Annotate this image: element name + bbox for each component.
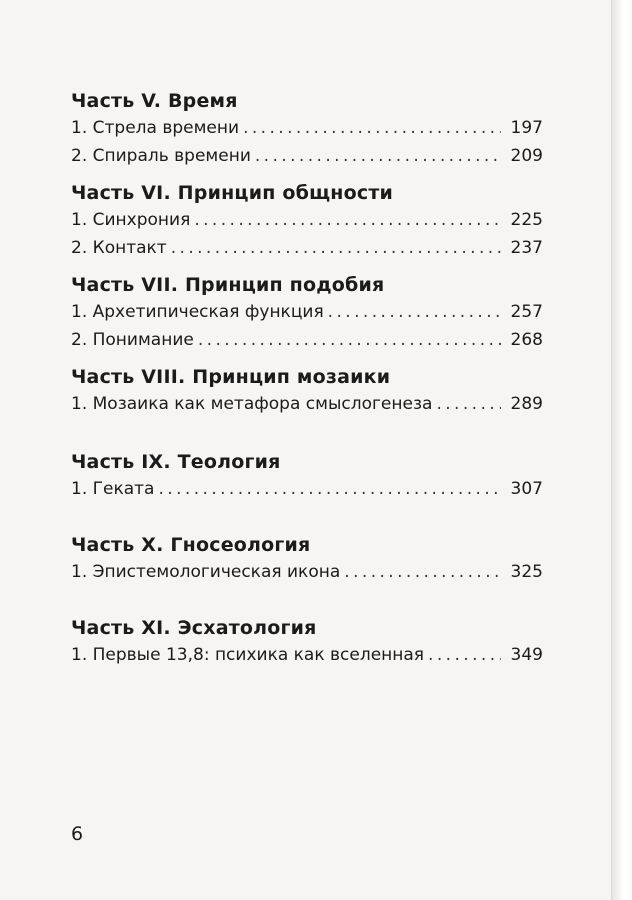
entry-page-number: 225 xyxy=(510,210,543,230)
entry-label: 2. Контакт xyxy=(71,238,167,258)
entry-page-number: 307 xyxy=(510,479,543,499)
toc-part xyxy=(71,615,543,675)
dot-leader xyxy=(171,234,501,262)
entry-page-number: 197 xyxy=(510,118,543,138)
toc-part xyxy=(71,180,543,272)
entry-label: 1. Мозаика как метафора смыслогенеза xyxy=(71,394,433,414)
dot-leader xyxy=(198,326,501,354)
part-title: Часть VI. Принцип общности xyxy=(71,182,394,204)
entry-page-number: 268 xyxy=(510,330,543,350)
toc-entry xyxy=(71,558,543,586)
entry-label: 1. Архетипическая функция xyxy=(71,302,324,322)
dot-leader xyxy=(194,206,501,234)
dot-leader xyxy=(328,298,501,326)
entry-page-number: 349 xyxy=(510,645,543,665)
entry-label: 1. Геката xyxy=(71,479,155,499)
dot-leader xyxy=(344,558,501,586)
toc-part xyxy=(71,272,543,364)
page-edge xyxy=(611,0,632,900)
part-title: Часть VIII. Принцип мозаики xyxy=(71,366,391,388)
toc-entry xyxy=(71,641,543,669)
entry-label: 1. Синхрония xyxy=(71,210,191,230)
part-title: Часть XI. Эсхатология xyxy=(71,617,317,639)
table-of-contents xyxy=(71,88,543,675)
part-title: Часть X. Гносеология xyxy=(71,534,311,556)
dot-leader xyxy=(255,142,501,170)
part-title: Часть VII. Принцип подобия xyxy=(71,274,385,296)
entry-label: 1. Первые 13,8: психика как вселенная xyxy=(71,645,425,665)
dot-leader xyxy=(428,641,501,669)
entry-page-number: 289 xyxy=(510,394,543,414)
entry-page-number: 237 xyxy=(510,238,543,258)
entry-label: 1. Эпистемологическая икона xyxy=(71,562,341,582)
toc-entry xyxy=(71,326,543,354)
toc-entry xyxy=(71,114,543,142)
dot-leader xyxy=(158,475,501,503)
part-title: Часть V. Время xyxy=(71,90,238,112)
entry-label: 2. Спираль времени xyxy=(71,146,251,166)
toc-entry xyxy=(71,234,543,262)
toc-part xyxy=(71,532,543,615)
entry-page-number: 325 xyxy=(510,562,543,582)
entry-label: 1. Стрела времени xyxy=(71,118,240,138)
toc-entry xyxy=(71,142,543,170)
dot-leader xyxy=(436,390,501,418)
toc-entry xyxy=(71,390,543,418)
dot-leader xyxy=(243,114,501,142)
toc-part xyxy=(71,88,543,180)
entry-label: 2. Понимание xyxy=(71,330,194,350)
toc-entry xyxy=(71,475,543,503)
part-title: Часть IX. Теология xyxy=(71,451,281,473)
page-number: 6 xyxy=(71,823,84,845)
entry-page-number: 209 xyxy=(510,146,543,166)
toc-part xyxy=(71,364,543,449)
entry-page-number: 257 xyxy=(510,302,543,322)
toc-entry xyxy=(71,206,543,234)
toc-entry xyxy=(71,298,543,326)
toc-part xyxy=(71,449,543,532)
